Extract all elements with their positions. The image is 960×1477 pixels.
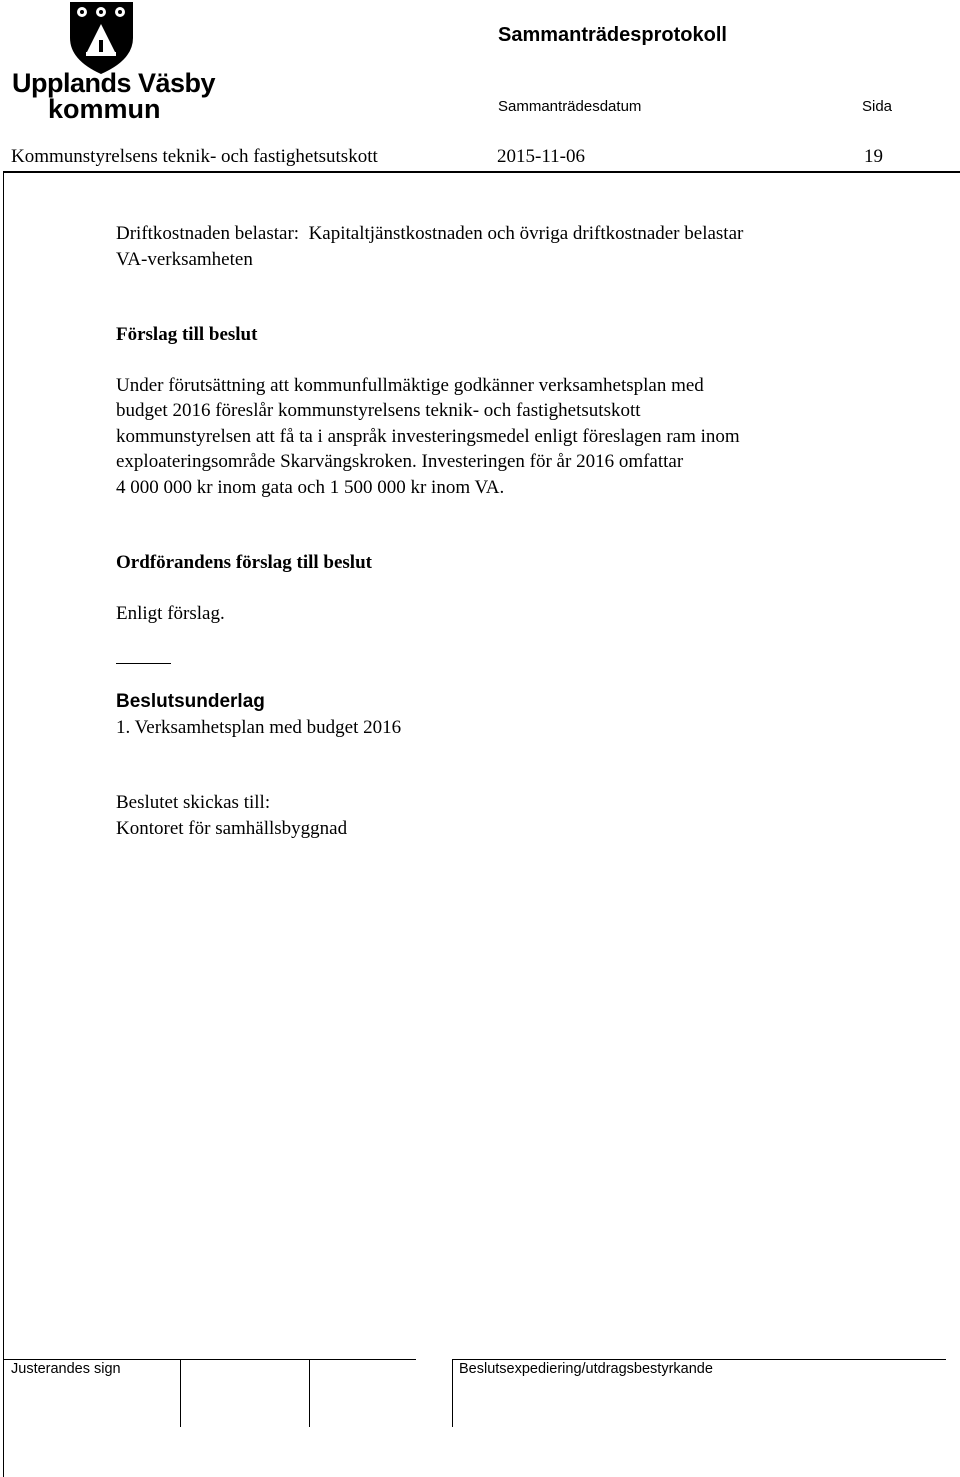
footer-line-left (3, 1359, 416, 1360)
proposal-line: 4 000 000 kr inom gata och 1 500 000 kr inom VA. (116, 476, 505, 498)
header-divider (3, 171, 960, 173)
municipality-logo (10, 0, 216, 124)
proposal-line: budget 2016 föreslår kommunstyrelsens teknik- och fastighetsutskott (116, 400, 641, 421)
proposal-text (116, 373, 916, 501)
sent-to-label: Beslutet skickas till: (116, 792, 271, 813)
svg-text:kommun: kommun (48, 94, 161, 124)
meeting-date: 2015-11-06 (497, 146, 585, 167)
signature-box-divider (452, 1359, 453, 1427)
proposal-line: exploateringsområde Skarvängskroken. Investeringen för år 2016 omfattar (116, 451, 684, 472)
svg-text:Upplands Väsby: Upplands Väsby (12, 68, 216, 98)
basis-heading: Beslutsunderlag (116, 691, 265, 712)
document-type: Sammanträdesprotokoll (498, 24, 727, 46)
signature-box-divider (309, 1359, 310, 1427)
chair-heading: Ordförandens förslag till beslut (116, 552, 372, 573)
expedition-label: Beslutsexpediering/utdragsbestyrkande (459, 1361, 713, 1377)
cost-line: Driftkostnaden belastar: Kapitaltjänstkostnaden och övriga driftkostnader belastar (116, 223, 744, 244)
signature-box-divider (180, 1359, 181, 1427)
sent-to-recipient: Kontoret för samhällsbyggnad (116, 817, 348, 839)
sign-label: Justerandes sign (11, 1361, 121, 1377)
proposal-line: kommunstyrelsen att få ta i anspråk investeringsmedel enligt föreslagen ram inom (116, 425, 740, 447)
proposal-heading: Förslag till beslut (116, 324, 258, 345)
proposal-line: Under förutsättning att kommunfullmäktige godkänner verksamhetsplan med (116, 374, 704, 396)
chair-text: Enligt förslag. (116, 602, 225, 624)
minutes-body (116, 221, 916, 841)
section-divider (116, 663, 171, 664)
committee-name: Kommunstyrelsens teknik- och fastighetsutskott (11, 146, 378, 167)
page-label: Sida (862, 98, 893, 115)
page-number: 19 (864, 146, 883, 167)
footer-line-right (452, 1359, 946, 1360)
cost-line: VA-verksamheten (116, 248, 253, 270)
date-label: Sammanträdesdatum (498, 98, 642, 115)
coat-of-arms-icon (10, 0, 216, 124)
basis-item: 1. Verksamhetsplan med budget 2016 (116, 716, 402, 738)
left-margin-line (3, 171, 4, 1477)
